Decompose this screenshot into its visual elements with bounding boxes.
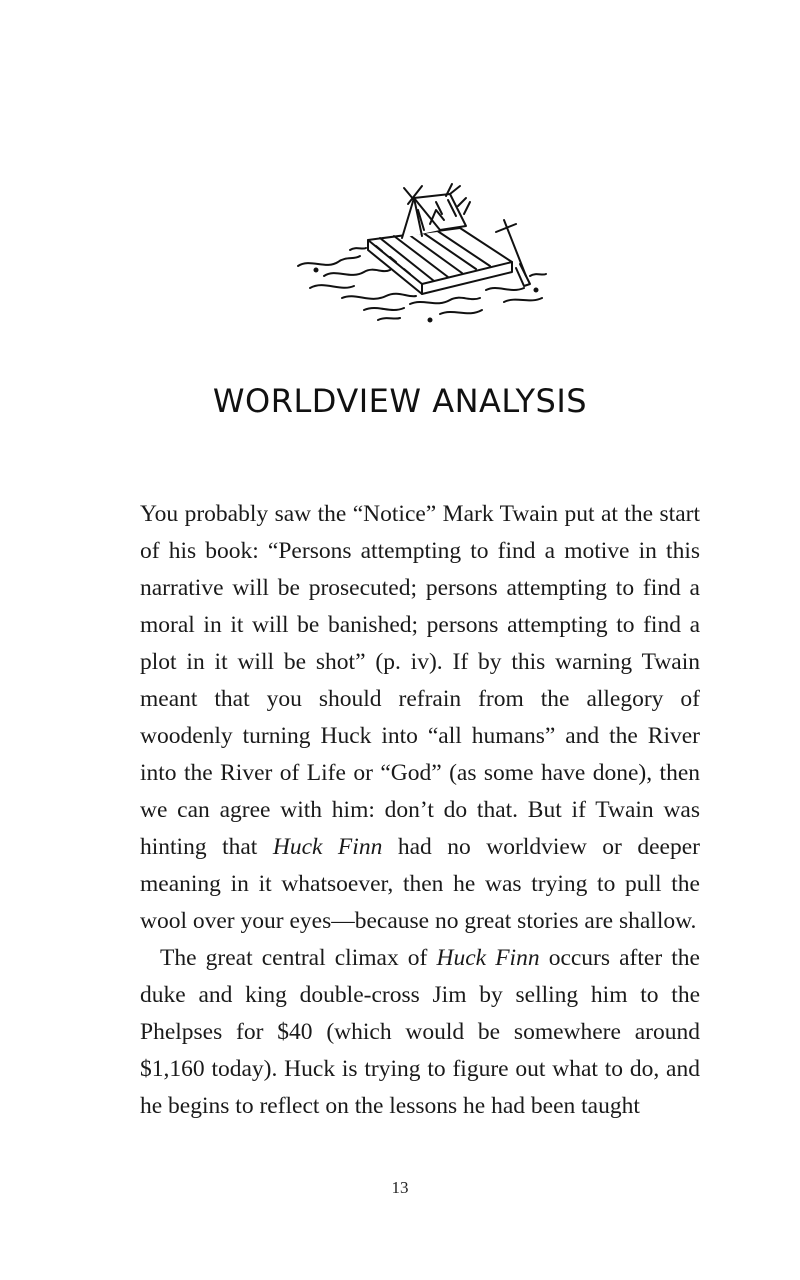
book-title-italic: Huck Finn bbox=[272, 834, 383, 860]
paragraph-text: occurs after the duke and king double-cross Jim by selling him to the Phelpses for $40 (which would be somewhere around $1,160 today). Huck is trying to figure out what to do, and he begins to reflect on the lessons he had been taught bbox=[140, 945, 700, 1119]
paragraph-text: You probably saw the “Notice” Mark Twain put at the start of his book: “Persons attempting to find a motive in this narrative will be prosecuted; persons attempting to find a moral in it will be banished; persons attempting to find a plot in it will be shot” (p. iv). If by this warning Twain meant that you should refrain from the allegory of woodenly turning Huck into “all humans” and the River into the River of Life or “God” (as some have done), then we can agree with him: don’t do that. But if Twain was hinting that bbox=[140, 501, 700, 860]
page-number: 13 bbox=[391, 1178, 409, 1197]
paragraph-text: had no worldview or deeper meaning in it whatsoever, then he was trying to pull the wool over your eyes—because no great stories are shallow. bbox=[140, 834, 700, 934]
chapter-title: WORLDVIEW ANALYSIS bbox=[212, 382, 588, 420]
paragraph bbox=[140, 940, 700, 1125]
paragraph-text: The great central climax of bbox=[160, 945, 437, 971]
body-text bbox=[140, 496, 700, 1125]
raft-with-tent-icon bbox=[290, 180, 550, 330]
paragraph bbox=[140, 496, 700, 940]
book-title-italic: Huck Finn bbox=[436, 945, 540, 971]
